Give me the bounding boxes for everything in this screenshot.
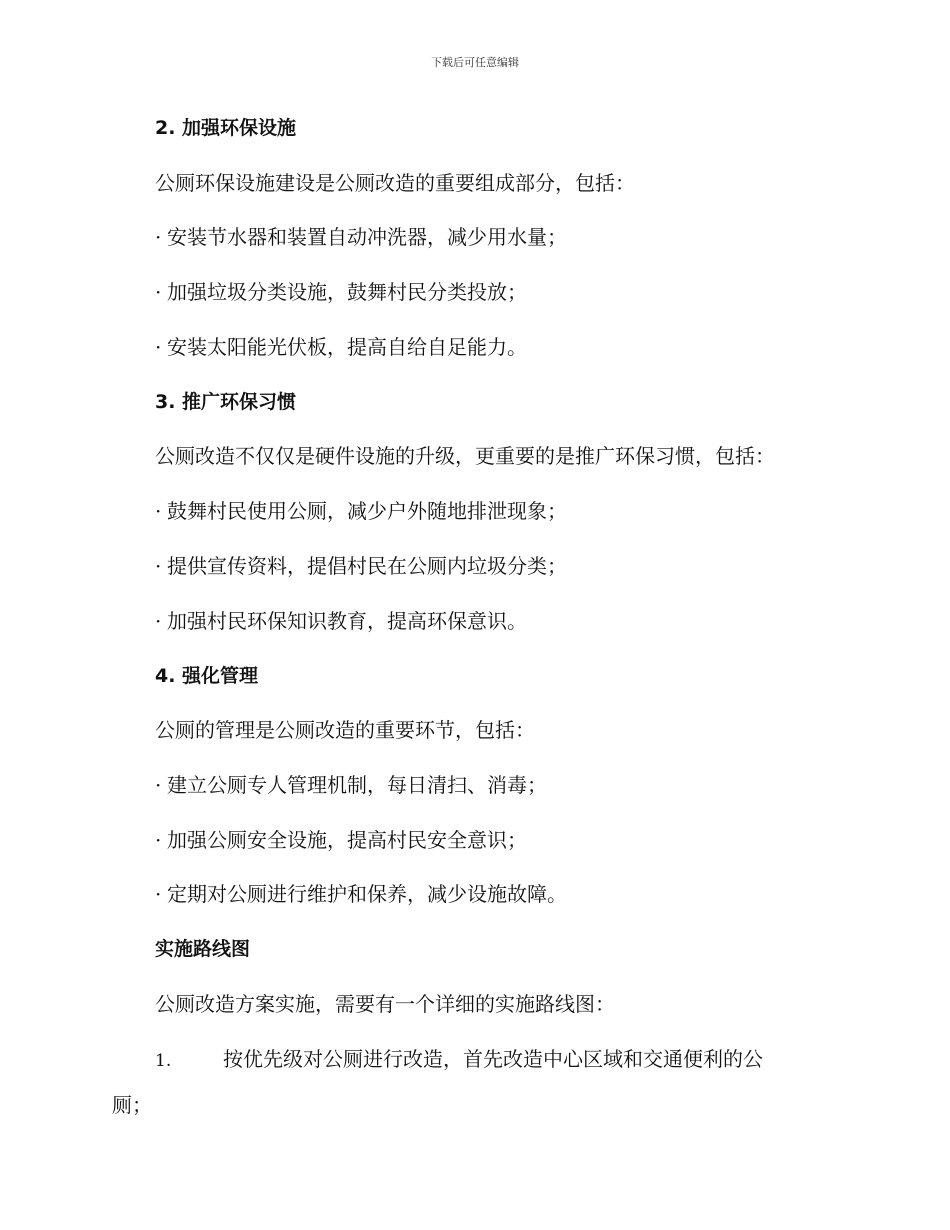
list-item bbox=[155, 498, 567, 524]
bullet-icon: · bbox=[155, 882, 162, 906]
list-item-text: 提供宣传资料，提倡村民在公厕内垃圾分类； bbox=[167, 554, 567, 578]
list-item-text: 建立公厕专人管理机制，每日清扫、消毒； bbox=[167, 773, 547, 797]
section-intro: 公厕改造不仅仅是硬件设施的升级，更重要的是推广环保习惯，包括： bbox=[155, 444, 775, 468]
section-heading: 2. 加强环保设施 bbox=[155, 117, 297, 139]
section-intro: 公厕的管理是公厕改造的重要环节，包括： bbox=[155, 718, 535, 742]
list-item bbox=[155, 224, 567, 250]
list-item-text: 安装节水器和装置自动冲洗器，减少用水量； bbox=[167, 225, 567, 249]
list-item bbox=[155, 553, 567, 579]
list-item bbox=[155, 881, 567, 907]
list-item bbox=[155, 334, 527, 360]
list-item bbox=[155, 827, 527, 853]
list-item-text: 鼓舞村民使用公厕，减少户外随地排泄现象； bbox=[167, 499, 567, 523]
list-item bbox=[155, 279, 527, 305]
section-heading: 3. 推广环保习惯 bbox=[155, 391, 297, 413]
section-heading: 实施路线图 bbox=[155, 938, 251, 960]
bullet-icon: · bbox=[155, 609, 162, 633]
bullet-icon: · bbox=[155, 773, 162, 797]
numbered-item-continuation: 厕； bbox=[112, 1093, 152, 1117]
section-intro: 公厕改造方案实施，需要有一个详细的实施路线图： bbox=[155, 992, 615, 1016]
item-number: 1. bbox=[155, 1051, 172, 1071]
list-item bbox=[155, 772, 547, 798]
bullet-icon: · bbox=[155, 225, 162, 249]
bullet-icon: · bbox=[155, 499, 162, 523]
list-item bbox=[155, 608, 527, 634]
list-item-text: 定期对公厕进行维护和保养，减少设施故障。 bbox=[167, 882, 567, 906]
list-item-text: 加强垃圾分类设施，鼓舞村民分类投放； bbox=[167, 280, 527, 304]
list-item-text: 安装太阳能光伏板，提高自给自足能力。 bbox=[167, 335, 527, 359]
section-intro: 公厕环保设施建设是公厕改造的重要组成部分，包括： bbox=[155, 171, 635, 195]
bullet-icon: · bbox=[155, 280, 162, 304]
list-item-text: 加强村民环保知识教育，提高环保意识。 bbox=[167, 609, 527, 633]
numbered-item bbox=[155, 1046, 763, 1074]
bullet-icon: · bbox=[155, 335, 162, 359]
bullet-icon: · bbox=[155, 828, 162, 852]
item-text: 按优先级对公厕进行改造，首先改造中心区域和交通便利的公 bbox=[223, 1047, 763, 1071]
list-item-text: 加强公厕安全设施，提高村民安全意识； bbox=[167, 828, 527, 852]
section-heading: 4. 强化管理 bbox=[155, 665, 259, 687]
bullet-icon: · bbox=[155, 554, 162, 578]
page-header: 下载后可任意编辑 bbox=[431, 56, 519, 69]
